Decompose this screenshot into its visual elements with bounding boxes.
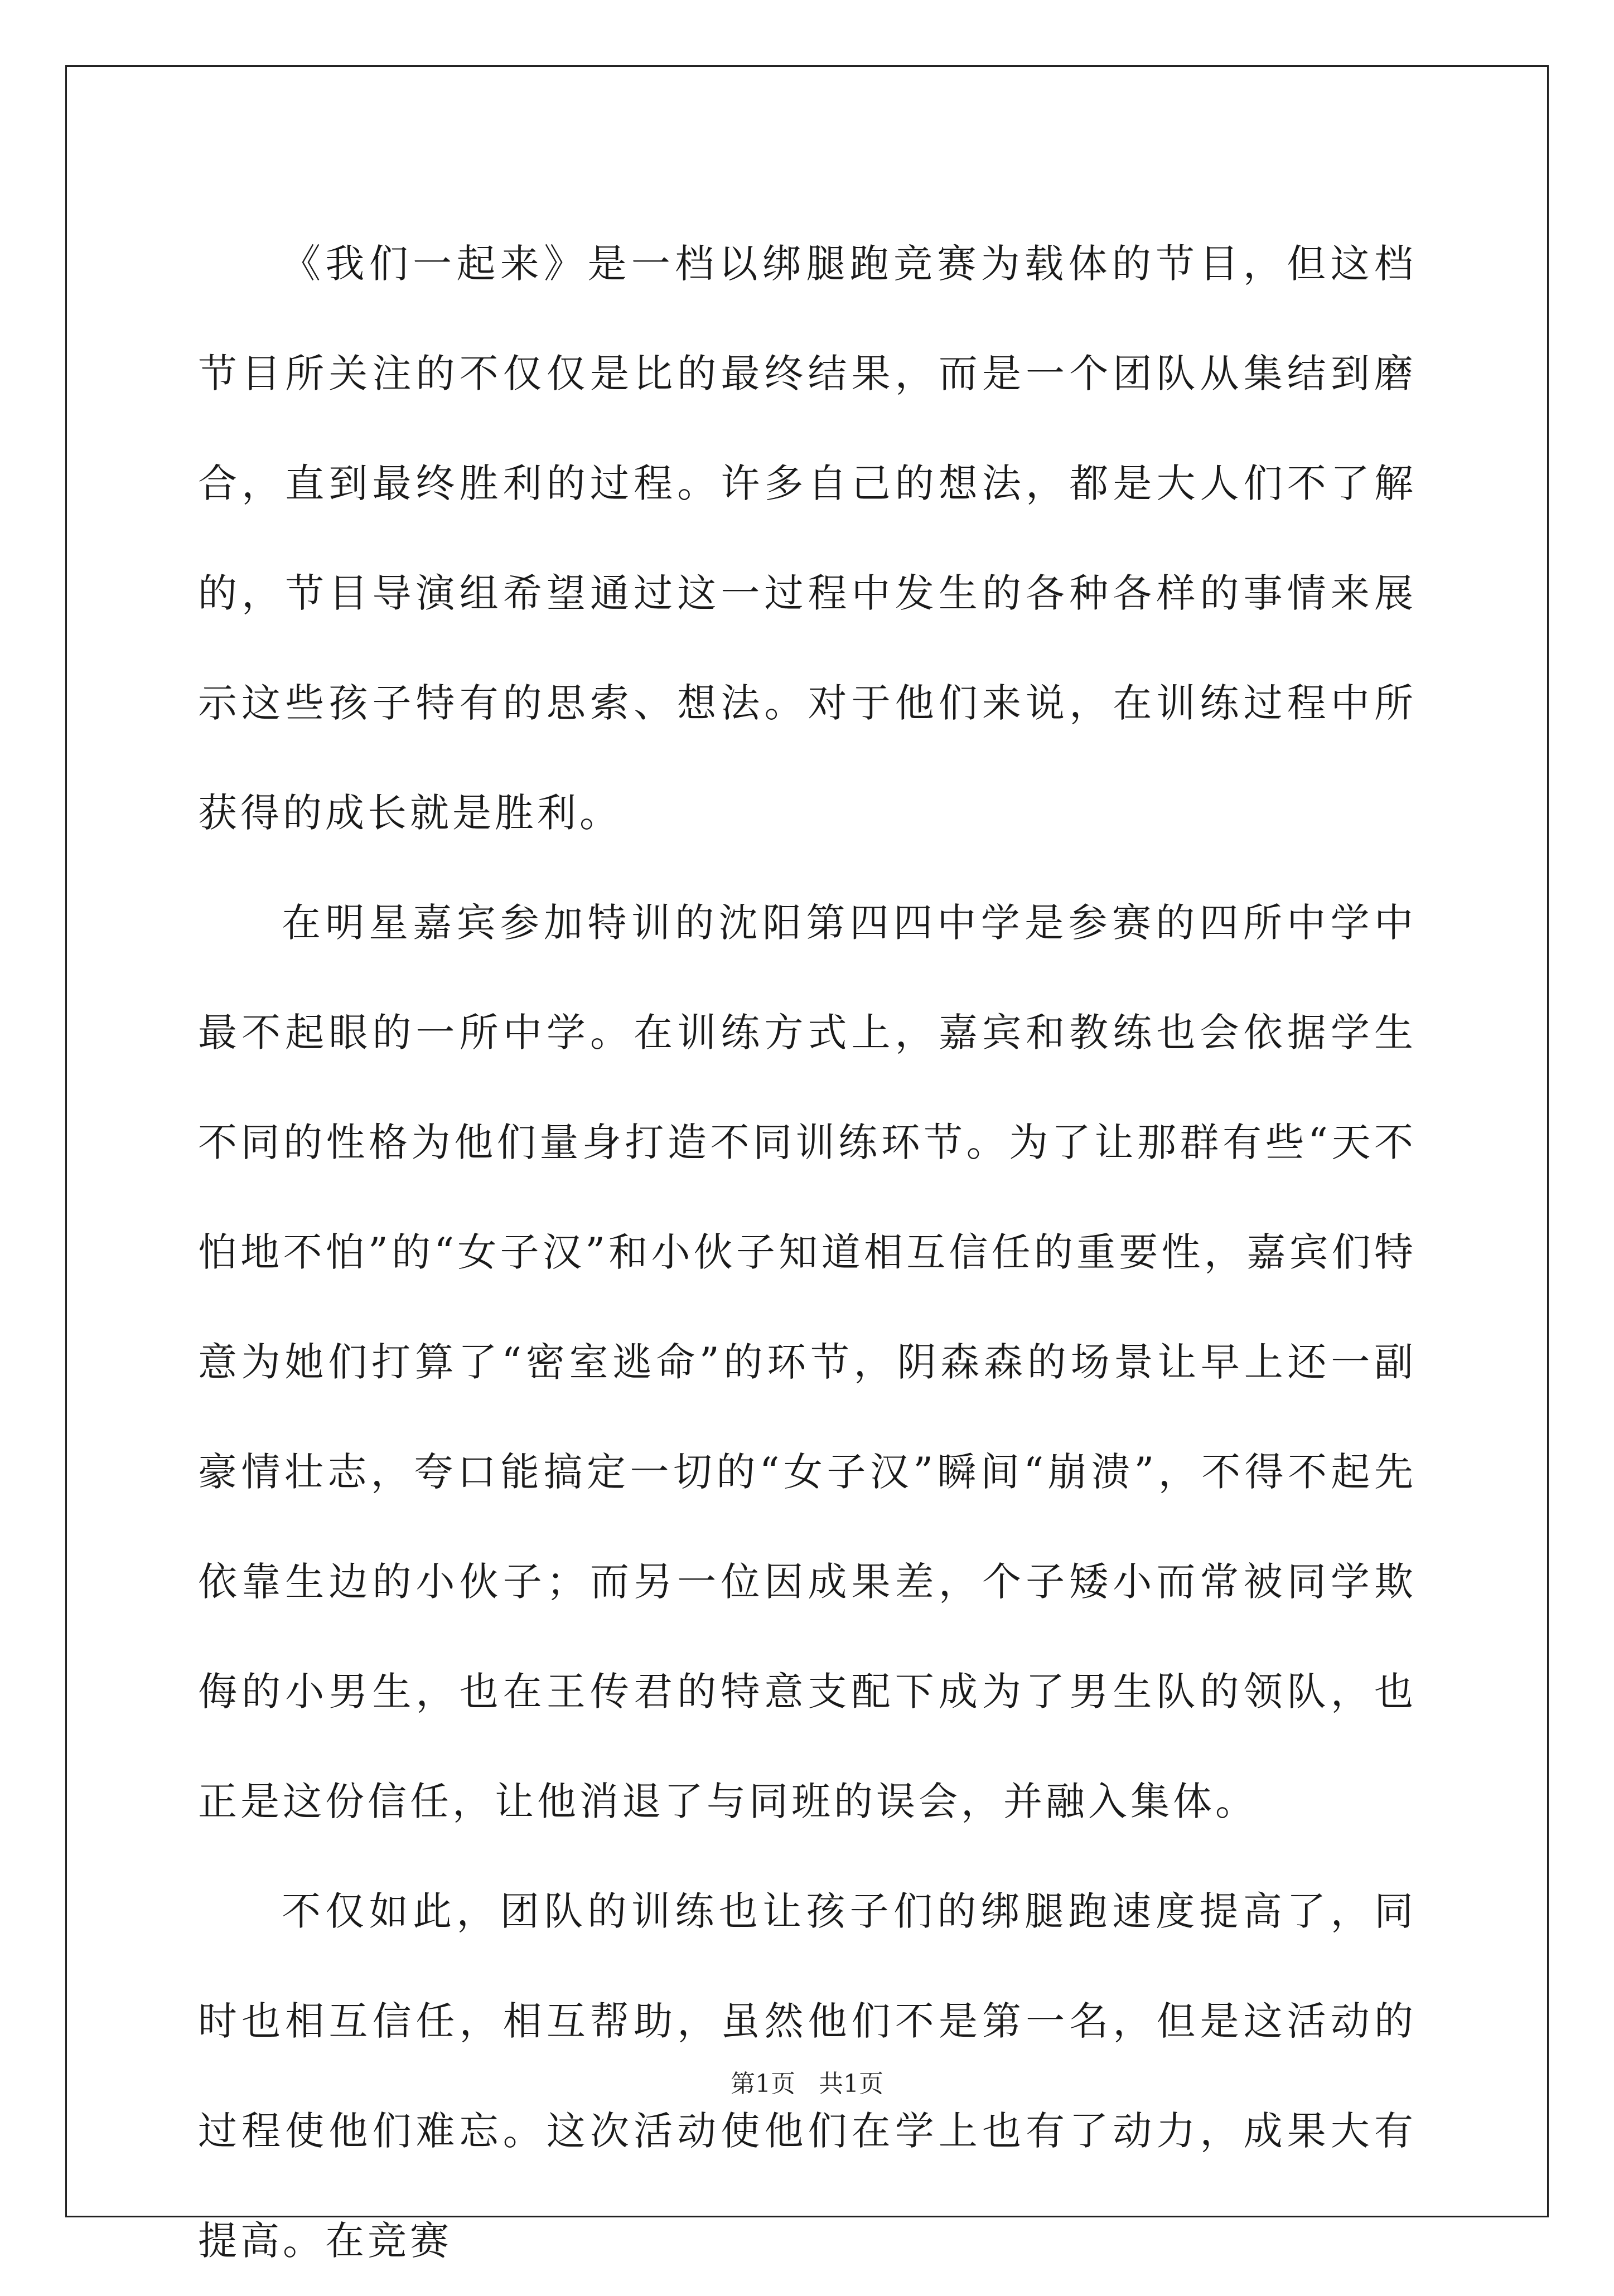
paragraph-1: 《我们一起来》是一档以绑腿跑竞赛为载体的节目，但这档节目所关注的不仅仅是比的最终结果，而是一个团队从集结到磨合，直到最终胜利的过程。许多自己的想法，都是大人们不了解的，节目导演组希望通过这一过程中发生的各种各样的事情来展示这些孩子特有的思索、想法。对于他们来说，在训练过程中所获得的成长就是胜利。: [198, 241, 1417, 836]
document-body: [198, 209, 1417, 2296]
page-number: 第1页: [731, 2070, 796, 2098]
page-total: 共1页: [818, 2070, 883, 2098]
paragraph-3: 不仅如此，团队的训练也让孩子们的绑腿跑速度提高了，同时也相互信任，相互帮助，虽然他们不是第一名，但是这活动的过程使他们难忘。这次活动使他们在学上也有了动力，成果大有提高。在竞赛: [198, 1888, 1417, 2264]
paragraph-2: 在明星嘉宾参加特训的沈阳第四四中学是参赛的四所中学中最不起眼的一所中学。在训练方式上，嘉宾和教练也会依据学生不同的性格为他们量身打造不同训练环节。为了让那群有些“天不怕地不怕”的“女子汉”和小伙子知道相互信任的重要性，嘉宾们特意为她们打算了“密室逃命”的环节，阴森森的场景让早上还一副豪情壮志，夸口能搞定一切的“女子汉”瞬间“崩溃”，不得不起先依靠生边的小伙子；而另一位因成果差，个子矮小而常被同学欺侮的小男生，也在王传君的特意支配下成为了男生队的领队，也正是这份信任，让他消退了与同班的误会，并融入集体。: [198, 900, 1417, 1824]
page-footer: [0, 2067, 1614, 2101]
